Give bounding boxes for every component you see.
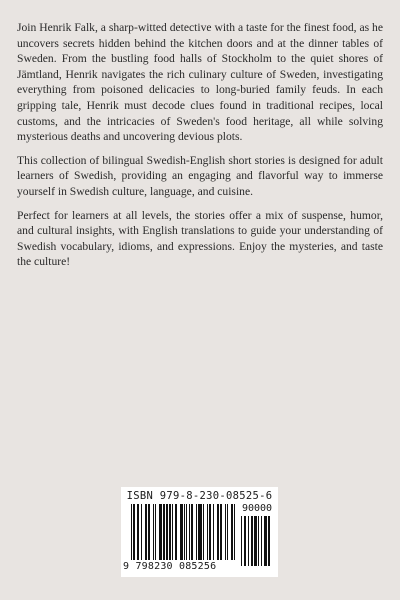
barcode-bar [148, 504, 150, 560]
ean13-bars [131, 504, 237, 560]
barcode-bar [172, 504, 173, 560]
barcode-bar [261, 516, 262, 566]
price-addon-code: 90000 [241, 503, 273, 514]
blurb-paragraph-3: Perfect for learners at all levels, the stories offer a mix of suspense, humor, and cultural insights, with English translations to guide your understanding of Swedish vocabulary, idioms, and expressions. Enjoy the mysteries, and taste the culture! [17, 208, 383, 269]
barcode-bar [213, 504, 214, 560]
blurb-paragraph-2: This collection of bilingual Swedish-English short stories is designed for adult learners of Swedish, providing an engaging and flavorful way to immerse yourself in Swedish culture, language, and cuisine. [17, 153, 383, 198]
barcode-bar [133, 504, 134, 560]
blurb-text [17, 20, 383, 278]
barcode-bar [155, 504, 156, 560]
barcode-bar [166, 504, 168, 560]
barcode-bar [163, 504, 164, 560]
barcode-bar [248, 516, 249, 566]
barcode-bar [175, 504, 176, 560]
barcode-bar [198, 504, 202, 560]
barcode-bar [209, 504, 211, 560]
barcode-bar [251, 516, 252, 566]
barcode-bar [186, 504, 187, 560]
barcode-bar [137, 504, 139, 560]
barcode-bar [264, 516, 267, 566]
barcode-bar [227, 504, 228, 560]
barcode-bar [189, 504, 190, 560]
barcode-bar [225, 504, 226, 560]
barcode-bar [207, 504, 208, 560]
addon-bars [241, 516, 273, 566]
barcode-bar [258, 516, 259, 566]
barcode-bar [145, 504, 146, 560]
barcode-bar [141, 504, 142, 560]
barcode-bar [203, 504, 204, 560]
barcode-bar [153, 504, 154, 560]
barcode-bar [169, 504, 170, 560]
barcode-bar [254, 516, 257, 566]
barcode-bar [184, 504, 185, 560]
isbn-barcode [121, 487, 278, 577]
barcode-bar [234, 504, 235, 560]
barcode-bar [131, 504, 132, 560]
barcode-bar [159, 504, 163, 560]
barcode-bar [196, 504, 197, 560]
barcode-bar [180, 504, 182, 560]
barcode-bar [191, 504, 193, 560]
barcode-bar [217, 504, 218, 560]
barcode-bar [244, 516, 247, 566]
isbn-label: ISBN 979-8-230-08525-6 [126, 490, 273, 502]
blurb-paragraph-1: Join Henrik Falk, a sharp-witted detective with a taste for the finest food, as he uncovers secrets hidden behind the kitchen doors and at the dinner tables of Sweden. From the bustling food halls of Stockholm to the quiet shores of Jämtland, Henrik navigates the rich culinary culture of Sweden, investigating everything from poisoned delicacies to long-buried family feuds. In each gripping tale, Henrik must decode clues found in traditional recipes, local customs, and the intricacies of Sweden's food heritage, all while solving mysterious deaths and uncovering devious plots. [17, 21, 383, 144]
barcode-bar [231, 504, 233, 560]
barcode-digits: 9 798230 085256 [123, 561, 217, 572]
barcode-bar [241, 516, 242, 566]
barcode-bar [268, 516, 269, 566]
barcode-bar [220, 504, 222, 560]
